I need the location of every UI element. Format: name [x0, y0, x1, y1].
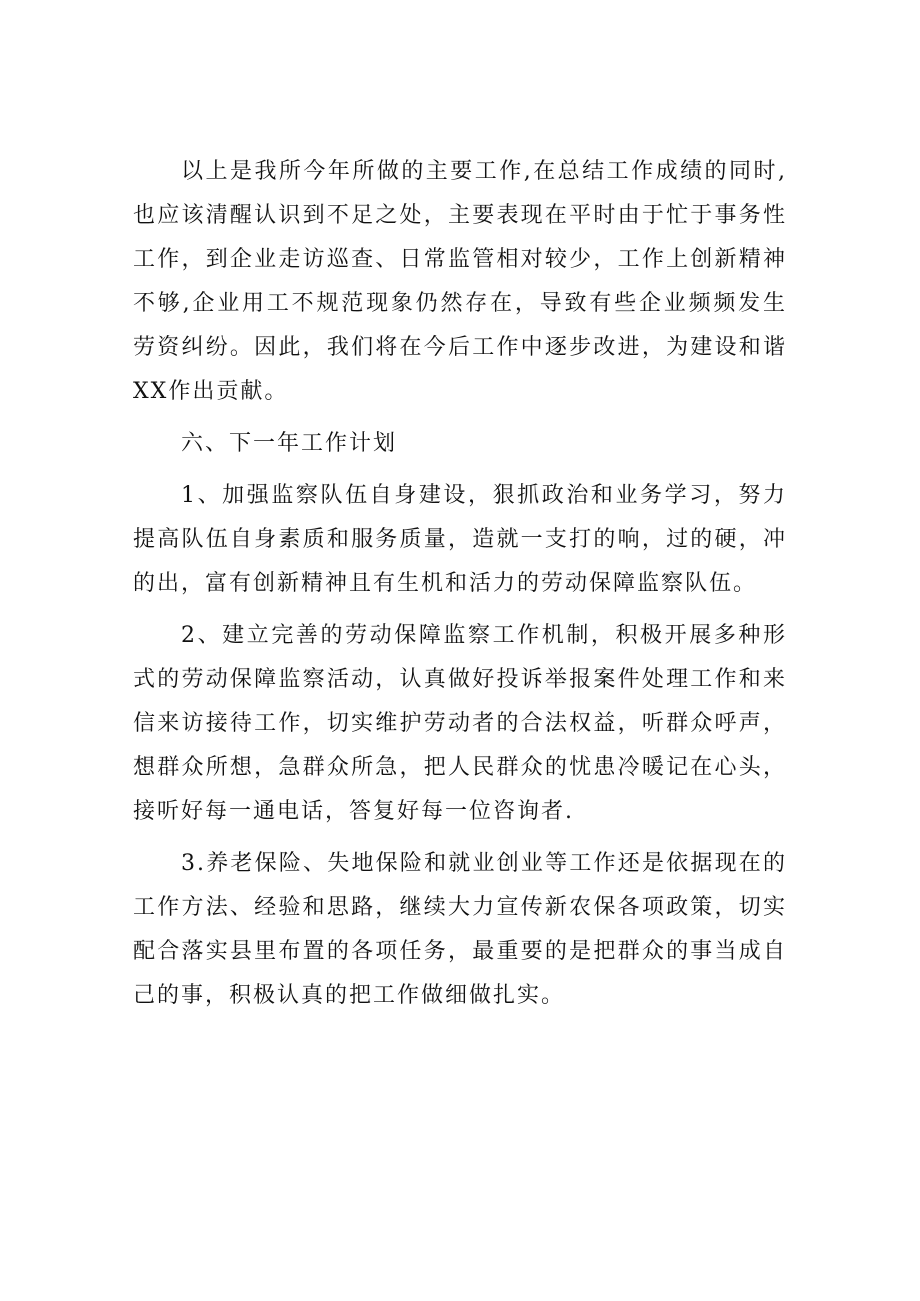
document-body	[133, 150, 787, 1018]
paragraph-summary: 以上是我所今年所做的主要工作,在总结工作成绩的同时,也应该清醒认识到不足之处，主要表现在平时由于忙于事务性工作，到企业走访巡查、日常监管相对较少，工作上创新精神不够,企业用工不规范现象仍然存在，导致有些企业频频发生劳资纠纷。因此，我们将在今后工作中逐步改进，为建设和谐XX作出贡献。	[133, 159, 787, 404]
plan-item-1: 1、加强监察队伍自身建设，狠抓政治和业务学习，努力提高队伍自身素质和服务质量，造就一支打的响，过的硬，冲的出，富有创新精神且有生机和活力的劳动保障监察队伍。	[133, 483, 787, 596]
plan-item-3: 3.养老保险、失地保险和就业创业等工作还是依据现在的工作方法、经验和思路，继续大力宣传新农保各项政策，切实配合落实县里布置的各项任务，最重要的是把群众的事当成自己的事，积极认真的把工作做细做扎实。	[133, 851, 787, 1008]
plan-item-2: 2、建立完善的劳动保障监察工作机制，积极开展多种形式的劳动保障监察活动，认真做好投诉举报案件处理工作和来信来访接待工作，切实维护劳动者的合法权益，听群众呼声，想群众所想，急群众所急，把人民群众的忧患冷暖记在心头，接听好每一通电话，答复好每一位咨询者.	[133, 623, 787, 824]
section-heading-next-year-plan: 六、下一年工作计划	[181, 431, 398, 456]
